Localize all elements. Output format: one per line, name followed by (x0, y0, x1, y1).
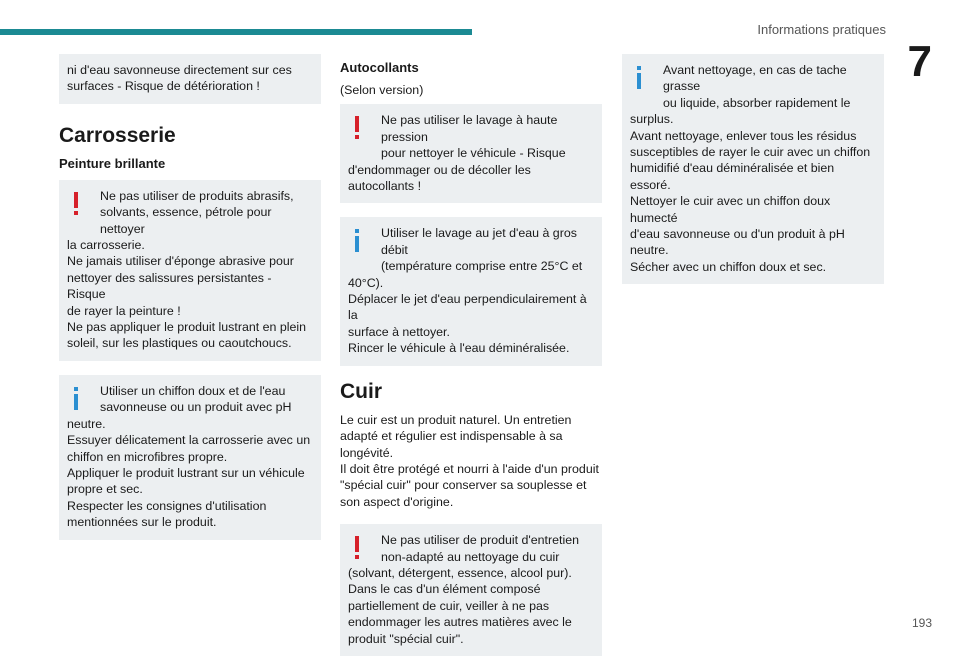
info-text-lead: Avant nettoyage, en cas de tache grasse ou liquide, absorber rapidement le (663, 63, 851, 110)
warning-text-body: (solvant, détergent, essence, alcool pur). Dans le cas d'un élément composé partiellement de cuir, veiller à ne pas endommager les autres matières avec le produit "spécial cuir". (348, 565, 572, 646)
info-text-body: surplus. Avant nettoyage, enlever tous les résidus susceptibles de rayer le cuir avec un chiffon humidifié d'eau déminéralisée et bien essoré. Nettoyer le cuir avec un chiffon doux humecté d'eau savonneuse ou d'un produit à pH neutre. Sécher avec un chiffon doux et sec. (630, 112, 871, 274)
info-text-body: 40°C). Déplacer le jet d'eau perpendiculairement à la surface à nettoyer. Rincer le véhicule à l'eau déminéralisée. (348, 275, 587, 356)
section-title-carrosserie: Carrosserie (59, 123, 176, 147)
info-box (340, 217, 602, 365)
warning-text-body: la carrosserie. Ne jamais utiliser d'éponge abrasive pour nettoyer des salissures persistantes - Risque de rayer la peinture ! Ne pas appliquer le produit lustrant en plein soleil, sur les plastiques ou caoutchoucs. (67, 238, 307, 351)
warning-icon (351, 116, 363, 140)
info-box (622, 54, 884, 284)
warning-text-lead: Ne pas utiliser de produits abrasifs, solvants, essence, pétrole pour nettoyer (100, 188, 294, 236)
header-accent-bar (0, 29, 472, 35)
continued-warning-box (59, 54, 321, 104)
column-1 (59, 54, 321, 554)
info-icon (70, 387, 82, 411)
cuir-paragraph: Le cuir est un produit naturel. Un entretien adapté et régulier est indispensable à sa longévité. Il doit être protégé et nourri à l'aide d'un produit "spécial cuir" pour conserver sa souplesse et son aspect d'origine. (340, 412, 599, 509)
page-number: 193 (911, 616, 932, 630)
continued-warning-text: ni d'eau savonneuse directement sur ces surfaces - Risque de détérioration ! (67, 63, 292, 94)
column-2 (340, 54, 602, 670)
column-3 (622, 54, 884, 298)
info-text-lead: Utiliser un chiffon doux et de l'eau savonneuse ou un produit avec pH (100, 383, 292, 415)
subsection-autocollants: Autocollants (340, 60, 419, 75)
chapter-number: 7 (907, 37, 932, 86)
warning-box (59, 180, 321, 361)
warning-box (340, 524, 602, 656)
subsection-peinture-brillante: Peinture brillante (59, 155, 166, 171)
warning-icon (351, 536, 363, 560)
info-text-lead: Utiliser le lavage au jet d'eau à gros débit (température comprise entre 25°C et (381, 226, 583, 274)
info-icon (633, 66, 645, 90)
section-title-cuir: Cuir (340, 379, 382, 403)
version-note: (Selon version) (340, 83, 424, 97)
header-title: Informations pratiques (757, 22, 886, 37)
info-box (59, 375, 321, 540)
warning-text-lead: Ne pas utiliser de produit d'entretien non-adapté au nettoyage du cuir (381, 533, 579, 564)
warning-text-lead: Ne pas utiliser le lavage à haute pression pour nettoyer le véhicule - Risque (381, 113, 566, 161)
warning-icon (70, 192, 82, 216)
info-icon (351, 229, 363, 253)
warning-box (340, 104, 602, 203)
warning-text-body: d'endommager ou de décoller les autocollants ! (348, 162, 531, 194)
info-text-body: neutre. Essuyer délicatement la carrosserie avec un chiffon en microfibres propre. Appliquer le produit lustrant sur un véhicule propre et sec. Respecter les consignes d'utilisation mentionnées sur le produit. (67, 416, 311, 530)
